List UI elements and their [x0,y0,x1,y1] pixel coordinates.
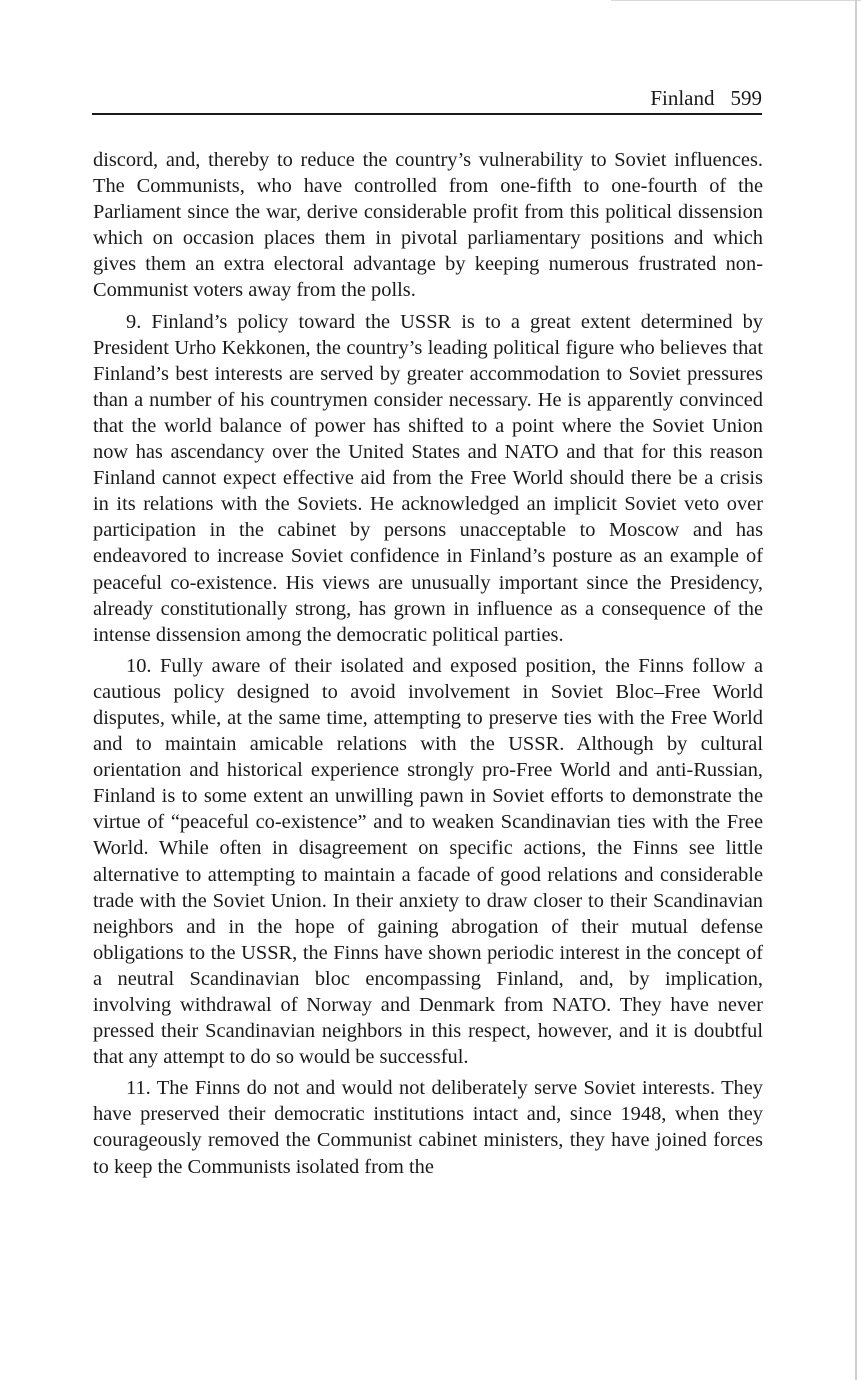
body-text [93,147,763,1185]
paragraph-11: 11. The Finns do not and would not deliberately serve Soviet interests. They have preserved their democratic institutions intact and, since 1948, when they courageously removed the Communist cabinet ministers, they have joined forces to keep the Communists isolated from the [93,1077,763,1178]
paragraph-continued: discord, and, thereby to reduce the country’s vulnerability to Soviet influences. The Communists, who have controlled from one-fifth to one-fourth of the Parliament since the war, derive considerable profit from this political dissension which on occasion places them in pivotal parliamentary positions and which gives them an extra electoral advantage by keeping numerous frustrated non-Communist voters away from the polls. [93,149,763,302]
paragraph-9: 9. Finland’s policy toward the USSR is to a great extent determined by President Urho Kekkonen, the country’s leading political figure who believes that Finland’s best interests are served by greater accommodation to Soviet pressures than a number of his countrymen consider necessary. He is apparently convinced that the world balance of power has shifted to a point where the Soviet Union now has ascendancy over the United States and NATO and that for this reason Finland cannot expect effective aid from the Free World should there be a crisis in its relations with the Soviets. He acknowledged an implicit Soviet veto over participation in the cabinet by persons unacceptable to Moscow and has endeavored to increase Soviet confidence in Finland’s posture as an example of peaceful co-existence. His views are unusually important since the Presidency, already constitutionally strong, has grown in influence as a consequence of the intense dissension among the democratic political parties. [93,310,763,646]
scan-edge-top [611,0,861,1]
paragraph-10: 10. Fully aware of their isolated and exposed position, the Finns follow a cautious policy designed to avoid involvement in Soviet Bloc–Free World disputes, while, at the same time, attempting to preserve ties with the Free World and to maintain amicable relations with the USSR. Although by cultural orientation and historical experience strongly pro-Free World and anti-Russian, Finland is to some extent an unwilling pawn in Soviet efforts to demonstrate the virtue of “peaceful co-existence” and to weaken Scandinavian ties with the Free World. While often in disagreement on specific actions, the Finns see little alternative to attempting to maintain a facade of good relations and considerable trade with the Soviet Union. In their anxiety to draw closer to their Scandinavian neighbors and in the hope of gaining abrogation of their mutual defense obligations to the USSR, the Finns have shown periodic interest in the concept of a neutral Scandinavian bloc encompassing Finland, and, by implication, involving withdrawal of Norway and Denmark from NATO. They have never pressed their Scandinavian neighbors in this respect, however, and it is doubtful that any attempt to do so would be successful. [93,654,763,1069]
page-number: 599 [730,86,762,110]
header-rule [92,113,762,115]
running-header-title: Finland [650,86,715,110]
running-header [92,84,762,112]
scan-edge-right [855,0,857,1380]
